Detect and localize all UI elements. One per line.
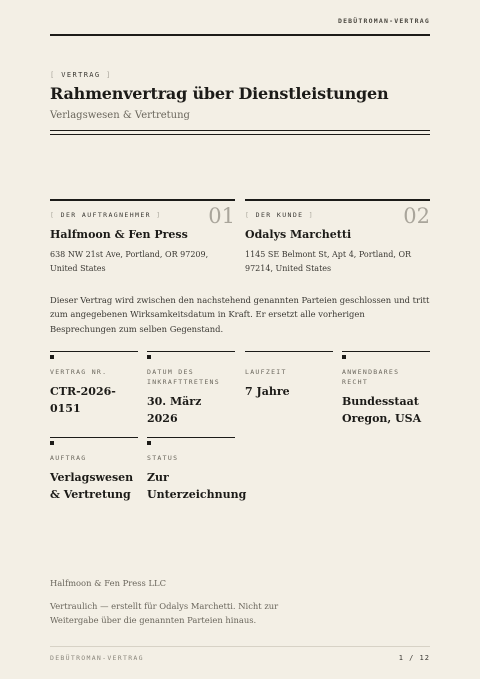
title-double-rule: [50, 130, 430, 135]
field-value: CTR-2026-0151: [50, 385, 116, 415]
field-label: ANWENDBARES RECHT: [342, 368, 400, 386]
document-subtitle: Verlagswesen & Vertretung: [50, 110, 190, 121]
intro-paragraph: Dieser Vertrag wird zwischen den nachstehend genannten Parteien geschlossen und tritt zum angegebenen Wirksamkeitsdatum in Kraft. Er ersetzt alle vorherigen Besprechungen zum selben Gegenstand.: [50, 295, 430, 334]
party-role-text: DER KUNDE: [255, 211, 304, 219]
field-governing-law: [342, 351, 430, 427]
party-number: 01: [208, 204, 235, 228]
footer-label: DEBÜTROMAN-VERTRAG: [50, 654, 144, 662]
party-role: [ DER KUNDE ]: [245, 211, 315, 219]
document-kind: [ VERTRAG ]: [50, 71, 112, 79]
field-marker: [50, 441, 54, 445]
page-number: 1 / 12: [398, 654, 430, 662]
field-label: AUFTRAG: [50, 454, 87, 462]
field-value: Verlagswesen & Vertretung: [50, 471, 134, 501]
field-value: Bundesstaat Oregon, USA: [342, 395, 422, 425]
field-marker: [50, 355, 54, 359]
party-number: 02: [403, 204, 430, 228]
party-client: [245, 199, 430, 276]
field-value: 30. März 2026: [147, 395, 202, 425]
field-status: [147, 437, 247, 503]
field-marker: [147, 355, 151, 359]
party-address: 1145 SE Belmont St, Apt 4, Portland, OR 97214, United States: [245, 250, 412, 273]
field-label: VERTRAG NR.: [50, 368, 108, 376]
party-name: Odalys Marchetti: [245, 228, 352, 241]
field-term: [245, 351, 333, 400]
field-effective-date: [147, 351, 235, 427]
field-scope: [50, 437, 138, 503]
party-contractor: [50, 199, 235, 276]
field-marker: [147, 441, 151, 445]
footer-rule: [50, 646, 430, 647]
field-label: STATUS: [147, 454, 179, 462]
party-address: 638 NW 21st Ave, Portland, OR 97209, United States: [50, 250, 209, 273]
field-value: Zur Unterzeichnung: [147, 471, 247, 501]
field-label: LAUFZEIT: [245, 368, 287, 376]
field-label: DATUM DES INKRAFTTRETENS: [147, 368, 220, 386]
field-marker: [342, 355, 346, 359]
document-title: Rahmenvertrag über Dienstleistungen: [50, 84, 389, 103]
header-rule: [50, 34, 430, 36]
confidentiality-note: Vertraulich — erstellt für Odalys Marchetti. Nicht zur Weitergabe über die genannten Parteien hinaus.: [50, 601, 279, 626]
footer-company: Halfmoon & Fen Press LLC: [50, 578, 167, 588]
party-role: [ DER AUFTRAGNEHMER ]: [50, 211, 162, 219]
header-label: DEBÜTROMAN-VERTRAG: [337, 17, 430, 25]
party-role-text: DER AUFTRAGNEHMER: [60, 211, 151, 219]
field-contract-number: [50, 351, 138, 417]
party-name: Halfmoon & Fen Press: [50, 228, 188, 241]
field-value: 7 Jahre: [245, 385, 290, 398]
document-kind-text: VERTRAG: [61, 71, 101, 79]
